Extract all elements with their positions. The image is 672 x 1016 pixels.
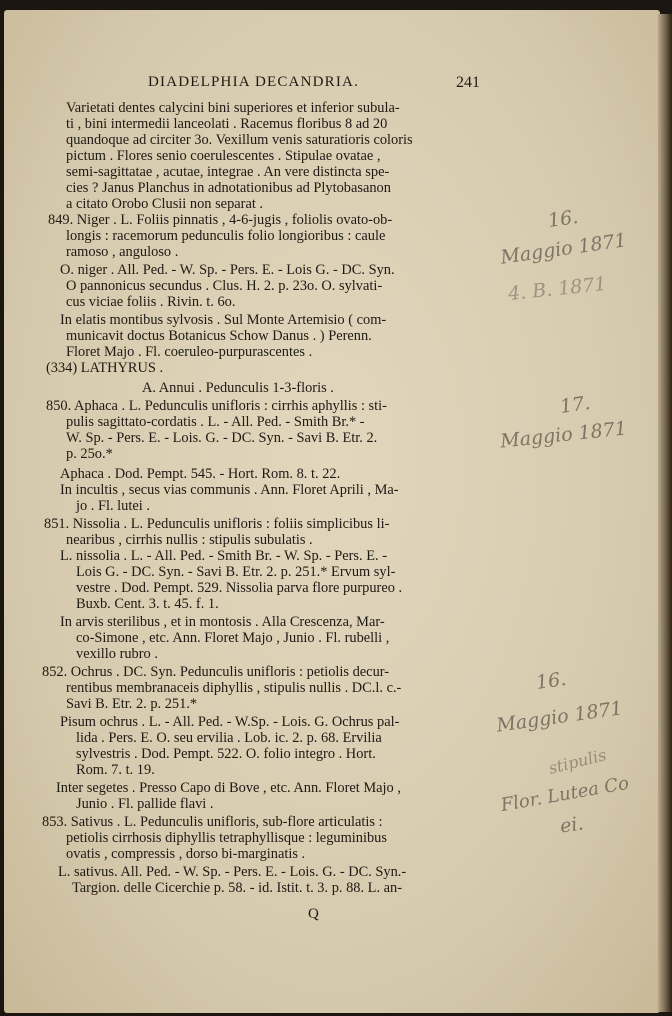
text-line: a citato Orobo Clusii non separat . — [66, 196, 264, 212]
text-line: In arvis sterilibus , et in montosis . Alla Crescenza, Mar- — [60, 614, 385, 630]
text-line: Floret Majo . Fl. coeruleo-purpurascentes . — [66, 344, 313, 360]
text-line: ramoso , anguloso . — [66, 244, 179, 260]
handwritten-note: Maggio 1871 — [499, 229, 628, 269]
text-line: In incultis , secus vias communis . Ann. Floret Aprili , Ma- — [60, 482, 399, 498]
text-line: Aphaca . Dod. Pempt. 545. - Hort. Rom. 8. t. 22. — [60, 466, 341, 482]
text-line: pulis sagittato-cordatis . L. - All. Ped. - Smith Br.* - — [66, 414, 365, 430]
text-line: W. Sp. - Pers. E. - Lois. G. - DC. Syn. - Savi B. Etr. 2. — [66, 430, 378, 446]
text-line: 850. Aphaca . L. Pedunculis unifloris : cirrhis aphyllis : sti- — [46, 398, 387, 414]
text-line: Pisum ochrus . L. - All. Ped. - W.Sp. - Lois. G. Ochrus pal- — [60, 714, 400, 730]
text-line: Varietati dentes calycini bini superiores et inferior subula- — [66, 100, 400, 116]
text-line: vexillo rubro . — [76, 646, 158, 662]
text-line: jo . Fl. lutei . — [76, 498, 150, 514]
text-line: vestre . Dod. Pempt. 529. Nissolia parva flore purpureo . — [76, 580, 403, 596]
handwritten-note: 16. — [534, 668, 568, 694]
text-line: 849. Niger . L. Foliis pinnatis , 4-6-jugis , foliolis ovato-ob- — [48, 212, 393, 228]
text-line: Buxb. Cent. 3. t. 45. f. 1. — [76, 596, 219, 612]
text-line: 852. Ochrus . DC. Syn. Pedunculis unifloris : petiolis decur- — [42, 664, 390, 680]
text-line: Savi B. Etr. 2. p. 251.* — [66, 696, 198, 712]
handwritten-note: 16. — [546, 206, 580, 232]
text-line: O pannonicus secundus . Clus. H. 2. p. 23o. O. sylvati- — [66, 278, 383, 294]
text-line: cus viciae foliis . Rivin. t. 6o. — [66, 294, 236, 310]
text-line: A. Annui . Pedunculis 1-3-floris . — [142, 380, 334, 396]
page-number: 241 — [456, 74, 480, 91]
text-line: 853. Sativus . L. Pedunculis unifloris, sub-flore articulatis : — [42, 814, 383, 830]
handwritten-note: Flor. Lutea Co — [499, 772, 631, 817]
text-line: In elatis montibus sylvosis . Sul Monte Artemisio ( com- — [60, 312, 387, 328]
signature-mark: Q — [308, 906, 319, 922]
text-line: p. 25o.* — [66, 446, 113, 462]
text-line: pictum . Flores senio coerulescentes . Stipulae ovatae , — [66, 148, 381, 164]
handwritten-note: 17. — [558, 392, 592, 418]
section-heading: (334) LATHYRUS . — [46, 360, 164, 376]
text-line: semi-sagittatae , acutae, integrae . An vere distincta spe- — [66, 164, 390, 180]
text-line: L. sativus. All. Ped. - W. Sp. - Pers. E. - Lois. G. - DC. Syn.- — [58, 864, 407, 880]
handwritten-note: ei. — [558, 812, 585, 838]
text-line: nearibus , cirrhis nullis : stipulis subulatis . — [66, 532, 313, 548]
text-line: Targion. delle Cicerchie p. 58. - id. Istit. t. 3. p. 88. L. an- — [72, 880, 403, 896]
text-line: L. nissolia . L. - All. Ped. - Smith Br. - W. Sp. - Pers. E. - — [60, 548, 387, 564]
text-line: municavit doctus Botanicus Schow Danus . ) Perenn. — [66, 328, 372, 344]
text-line: 851. Nissolia . L. Pedunculis unifloris : foliis simplicibus li- — [44, 516, 390, 532]
text-line: lida . Pers. E. O. seu ervilia . Lob. ic. 2. p. 68. Ervilia — [76, 730, 382, 746]
text-line: sylvestris . Dod. Pempt. 522. O. folio integro . Hort. — [76, 746, 376, 762]
handwritten-note: Maggio 1871 — [499, 417, 628, 453]
text-line: cies ? Janus Planchus in adnotationibus ad Plytobasanon — [66, 180, 391, 196]
handwritten-note: 4. B. 1871 — [507, 272, 608, 306]
text-line: O. niger . All. Ped. - W. Sp. - Pers. E. - Lois G. - DC. Syn. — [60, 262, 395, 278]
page-edge-shadow — [658, 14, 672, 1012]
text-line: co-Simone , etc. Ann. Floret Majo , Junio . Fl. rubelli , — [76, 630, 390, 646]
text-line: petiolis cirrhosis diphyllis tetraphyllisque : leguminibus — [66, 830, 387, 846]
text-line: quandoque ad circiter 3o. Vexillum venis saturatioris coloris — [66, 132, 413, 148]
text-line: Lois G. - DC. Syn. - Savi B. Etr. 2. p. 251.* Ervum syl- — [76, 564, 396, 580]
text-line: Rom. 7. t. 19. — [76, 762, 155, 778]
text-line: Inter segetes . Presso Capo di Bove , etc. Ann. Floret Majo , — [56, 780, 401, 796]
text-line: Junio . Fl. pallide flavi . — [76, 796, 214, 812]
handwritten-note: stipulis — [546, 745, 609, 778]
text-line: ovatis , compressis , dorso bi-marginatis . — [66, 846, 306, 862]
handwritten-note: Maggio 1871 — [495, 697, 624, 737]
text-line: ti , bini intermedii lanceolati . Racemus floribus 8 ad 20 — [66, 116, 388, 132]
text-line: rentibus membranaceis diphyllis , stipulis nullis . DC.l. c.- — [66, 680, 402, 696]
text-line: longis : racemorum pedunculis folio longioribus : caule — [66, 228, 386, 244]
running-head: DIADELPHIA DECANDRIA. — [148, 74, 360, 90]
